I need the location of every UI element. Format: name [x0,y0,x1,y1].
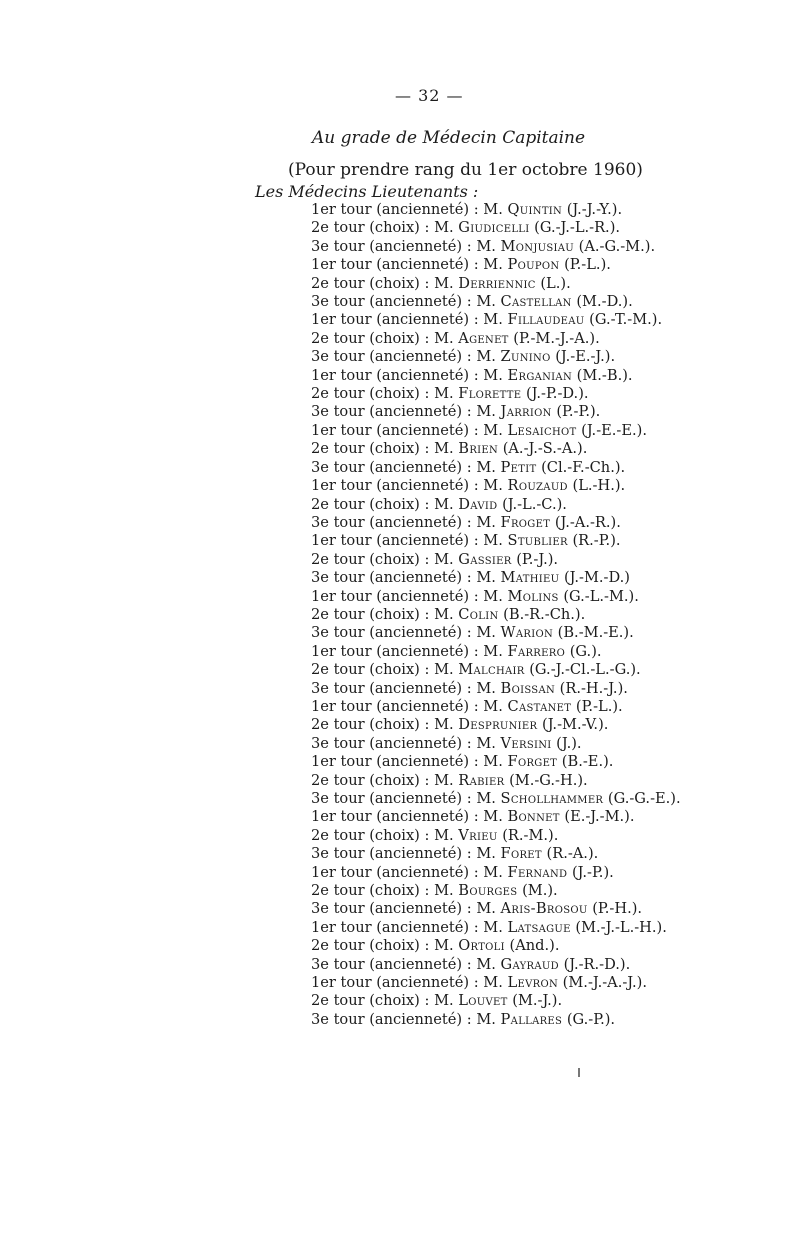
entry-turn: tour (ancienneté) : M. [333,790,496,807]
entry-name: Schollhammer [500,790,604,807]
entry-initials: (P.-P.). [556,403,601,421]
entry-turn: tour (choix) : M. [333,661,454,679]
list-item [311,882,681,900]
group-label: Les Médecins Lieutenants : [255,182,479,201]
entry-ordinal: 1er [311,532,336,550]
entry-name: Mathieu [500,569,560,587]
entry-ordinal: 3e [311,237,329,255]
entry-turn: tour (ancienneté) : M. [340,477,503,495]
entry-name: Boissan [500,679,556,697]
entry-initials: (M.-J.). [512,992,563,1010]
entry-turn: tour (choix) : M. [333,937,454,955]
list-item [311,275,681,293]
entry-turn: tour (ancienneté) : M. [333,734,496,752]
entry-initials: (M.-D.). [576,293,633,311]
entry-ordinal: 3e [311,348,329,366]
entry-initials: (L.). [540,274,571,292]
rank-title: Au grade de Médecin Capitaine [312,128,586,148]
entry-turn: tour (choix) : M. [333,826,454,844]
entry-initials: (J.-A.-R.). [554,513,621,531]
entry-initials: (E.-J.-M.). [564,808,635,826]
entry-turn: tour (choix) : M. [333,771,454,789]
list-item [311,772,681,790]
entry-ordinal: 2e [311,826,329,844]
entry-initials: (G.-L.-M.). [563,587,639,605]
list-item [311,330,681,348]
list-item [311,937,681,955]
entry-turn: tour (ancienneté) : M. [333,569,496,587]
entry-initials: (J.-J.-Y.). [566,201,623,218]
list-item [311,588,681,606]
entry-turn: tour (choix) : M. [333,882,454,900]
list-item [311,440,681,458]
entry-ordinal: 1er [311,918,336,936]
entry-turn: tour (ancienneté) : M. [340,863,503,881]
list-item [311,956,681,974]
entry-initials: (B.-E.). [561,753,614,771]
list-item [311,735,681,753]
entry-initials: (Cl.-F.-Ch.). [541,458,626,476]
entry-initials: (G.-G.-E.). [607,790,681,807]
entry-ordinal: 1er [311,311,336,329]
entry-name: Fernand [507,863,568,881]
entry-ordinal: 2e [311,219,329,237]
entry-ordinal: 2e [311,992,329,1010]
entry-initials: (J.-L.-C.). [502,495,567,513]
entry-initials: (J.-E.-J.). [555,348,616,366]
list-item [311,293,681,311]
entry-ordinal: 3e [311,900,329,918]
entry-turn: tour (choix) : M. [333,440,454,458]
entry-turn: tour (ancienneté) : M. [333,955,496,973]
entry-initials: (J.-E.-E.). [581,421,647,439]
entry-turn: tour (ancienneté) : M. [340,974,503,992]
entry-name: Malchair [458,661,525,679]
entry-turn: tour (ancienneté) : M. [340,532,503,550]
entry-name: Giudicelli [458,219,530,237]
entry-initials: (J.-R.-D.). [563,955,631,973]
entry-ordinal: 1er [311,421,336,439]
entry-turn: tour (choix) : M. [333,992,454,1010]
list-item [311,256,681,274]
entry-turn: tour (ancienneté) : M. [333,237,496,255]
entry-initials: (A.-G.-M.). [578,237,656,255]
entry-name: Florette [458,385,522,403]
entry-turn: tour (choix) : M. [333,495,454,513]
entry-initials: (P.-L.). [575,697,623,715]
entry-initials: (B.-M.-E.). [557,624,634,642]
entry-turn: tour (ancienneté) : M. [333,293,496,311]
list-item [311,551,681,569]
entry-ordinal: 2e [311,882,329,900]
list-item [311,900,681,918]
entry-turn: tour (ancienneté) : M. [333,348,496,366]
entry-turn: tour (choix) : M. [333,329,454,347]
entry-ordinal: 3e [311,734,329,752]
entry-name: Castellan [500,293,572,311]
entry-name: Agenet [458,329,509,347]
entry-ordinal: 3e [311,513,329,531]
entry-initials: (G.). [569,642,602,660]
list-item [311,716,681,734]
entry-name: Zunino [500,348,551,366]
list-item [311,238,681,256]
entry-name: Gassier [458,550,512,568]
list-item [311,680,681,698]
entry-name: Monjusiau [500,237,575,255]
entry-ordinal: 3e [311,845,329,863]
entry-turn: tour (ancienneté) : M. [340,642,503,660]
entry-initials: (G.-T.-M.). [589,311,663,329]
entry-turn: tour (ancienneté) : M. [340,918,503,936]
entry-name: Rabier [458,771,505,789]
entry-name: Foret [500,845,542,863]
entry-turn: tour (ancienneté) : M. [333,513,496,531]
list-item [311,514,681,532]
entry-name: Louvet [458,992,508,1010]
entry-ordinal: 3e [311,403,329,421]
date-note: (Pour prendre rang du 1er octobre 1960) [288,160,643,180]
entry-initials: (R.-M.). [502,826,559,844]
list-item [311,643,681,661]
entry-turn: tour (ancienneté) : M. [333,1010,496,1028]
entry-initials: (R.-H.-J.). [559,679,628,697]
list-item [311,974,681,992]
list-item [311,422,681,440]
entry-name: Latsague [507,918,571,936]
entry-name: Bourges [458,882,518,900]
entry-initials: (M.-J.-A.-J.). [562,974,647,992]
entry-turn: tour (ancienneté) : M. [333,900,496,918]
list-item [311,367,681,385]
entry-ordinal: 1er [311,256,336,274]
entry-name: Versini [500,734,552,752]
entry-initials: (G.-P.). [566,1010,616,1028]
entry-ordinal: 3e [311,293,329,311]
list-item [311,753,681,771]
entry-initials: (J.-P.-D.). [525,385,589,403]
list-item [311,992,681,1010]
entry-name: Pallares [500,1010,563,1028]
entry-initials: (M.-B.). [576,366,633,384]
entry-initials: (P.-H.). [592,900,643,918]
list-item [311,1011,681,1029]
entry-ordinal: 2e [311,274,329,292]
entry-name: Forget [507,753,558,771]
entry-name: Stublier [507,532,568,550]
list-item [311,624,681,642]
entry-name: Lesaichot [507,421,577,439]
entry-turn: tour (ancienneté) : M. [340,753,503,771]
entry-initials: (M.-G.-H.). [509,771,588,789]
entry-initials: (J.-M.-V.). [542,716,609,734]
entry-initials: (J.). [556,734,582,752]
entry-turn: tour (choix) : M. [333,274,454,292]
list-item [311,698,681,716]
entry-name: Froget [500,513,551,531]
entry-initials: (J.-P.). [571,863,614,881]
list-item [311,808,681,826]
entry-name: Levron [507,974,559,992]
list-item [311,919,681,937]
entry-initials: (J.-M.-D.) [563,569,630,587]
list-item [311,845,681,863]
entry-ordinal: 1er [311,477,336,495]
entry-turn: tour (ancienneté) : M. [333,624,496,642]
list-item [311,569,681,587]
list-item [311,348,681,366]
entry-ordinal: 2e [311,716,329,734]
entry-ordinal: 3e [311,679,329,697]
list-item [311,827,681,845]
list-item [311,532,681,550]
margin-mark [578,1068,580,1077]
entry-ordinal: 3e [311,955,329,973]
entry-turn: tour (ancienneté) : M. [340,808,503,826]
entry-ordinal: 2e [311,495,329,513]
entry-initials: (M.-J.-L.-H.). [575,918,667,936]
entry-turn: tour (ancienneté) : M. [340,311,503,329]
list-item [311,219,681,237]
entry-name: Poupon [507,256,560,274]
entry-turn: tour (ancienneté) : M. [333,679,496,697]
entry-ordinal: 3e [311,1010,329,1028]
entry-name: Rouzaud [507,477,568,495]
entry-initials: (R.-P.). [572,532,621,550]
entry-turn: tour (choix) : M. [333,219,454,237]
entry-ordinal: 1er [311,863,336,881]
entry-ordinal: 2e [311,329,329,347]
entry-ordinal: 1er [311,753,336,771]
entry-turn: tour (ancienneté) : M. [340,256,503,274]
entry-name: Desprunier [458,716,538,734]
entry-ordinal: 3e [311,458,329,476]
list-item [311,403,681,421]
entry-ordinal: 1er [311,642,336,660]
entry-turn: tour (ancienneté) : M. [340,421,503,439]
entry-initials: (A.-J.-S.-A.). [502,440,588,458]
list-item [311,496,681,514]
page-number: — 32 — [395,86,464,105]
entry-initials: (M.). [522,882,558,900]
entry-ordinal: 2e [311,605,329,623]
entry-name: Molins [507,587,559,605]
entry-name: Bonnet [507,808,560,826]
entry-ordinal: 2e [311,771,329,789]
entry-turn: tour (choix) : M. [333,716,454,734]
entry-ordinal: 2e [311,937,329,955]
list-item [311,606,681,624]
entry-initials: (P.-L.). [564,256,611,274]
entry-ordinal: 1er [311,808,336,826]
entry-initials: (P.-M.-J.-A.). [513,329,600,347]
list-item [311,477,681,495]
entry-name: Brien [458,440,499,458]
list-item [311,385,681,403]
entry-ordinal: 2e [311,661,329,679]
entry-initials: (G.-J.-Cl.-L.-G.). [529,661,641,679]
entry-name: Aris-Brosou [500,900,588,918]
entry-ordinal: 2e [311,440,329,458]
entry-name: Colin [458,605,499,623]
entry-ordinal: 1er [311,697,336,715]
entry-turn: tour (ancienneté) : M. [340,366,503,384]
entry-ordinal: 2e [311,550,329,568]
entry-initials: (G.-J.-L.-R.). [534,219,621,237]
entry-name: Erganian [507,366,572,384]
entry-initials: (And.). [509,937,560,955]
entry-ordinal: 1er [311,974,336,992]
entry-turn: tour (choix) : M. [333,605,454,623]
entry-initials: (L.-H.). [572,477,626,495]
entry-turn: tour (ancienneté) : M. [340,697,503,715]
entry-ordinal: 1er [311,201,336,218]
entry-name: Derriennic [458,274,536,292]
entry-name: Ortoli [458,937,505,955]
entry-name: Petit [500,458,537,476]
entry-turn: tour (ancienneté) : M. [340,201,503,218]
entry-initials: (B.-R.-Ch.). [503,605,586,623]
list-item [311,311,681,329]
entry-ordinal: 3e [311,569,329,587]
entry-initials: (P.-J.). [516,550,559,568]
entry-name: Vrieu [458,826,498,844]
entry-turn: tour (ancienneté) : M. [340,587,503,605]
entry-turn: tour (ancienneté) : M. [333,403,496,421]
entry-name: Quintin [507,201,563,218]
entry-name: Jarrion [500,403,552,421]
list-item [311,864,681,882]
list-item [311,201,681,219]
entry-name: Gayraud [500,955,559,973]
entry-name: Farrero [507,642,566,660]
entry-ordinal: 2e [311,385,329,403]
entry-ordinal: 1er [311,587,336,605]
entry-name: Warion [500,624,553,642]
promotion-list [311,201,681,1029]
entry-ordinal: 1er [311,366,336,384]
entry-turn: tour (ancienneté) : M. [333,845,496,863]
list-item [311,790,681,808]
entry-turn: tour (choix) : M. [333,550,454,568]
list-item [311,661,681,679]
entry-turn: tour (ancienneté) : M. [333,458,496,476]
entry-name: Castanet [507,697,572,715]
list-item [311,459,681,477]
entry-initials: (R.-A.). [546,845,599,863]
entry-name: Fillaudeau [507,311,585,329]
entry-ordinal: 3e [311,624,329,642]
entry-ordinal: 3e [311,790,329,807]
entry-name: David [458,495,498,513]
entry-turn: tour (choix) : M. [333,385,454,403]
